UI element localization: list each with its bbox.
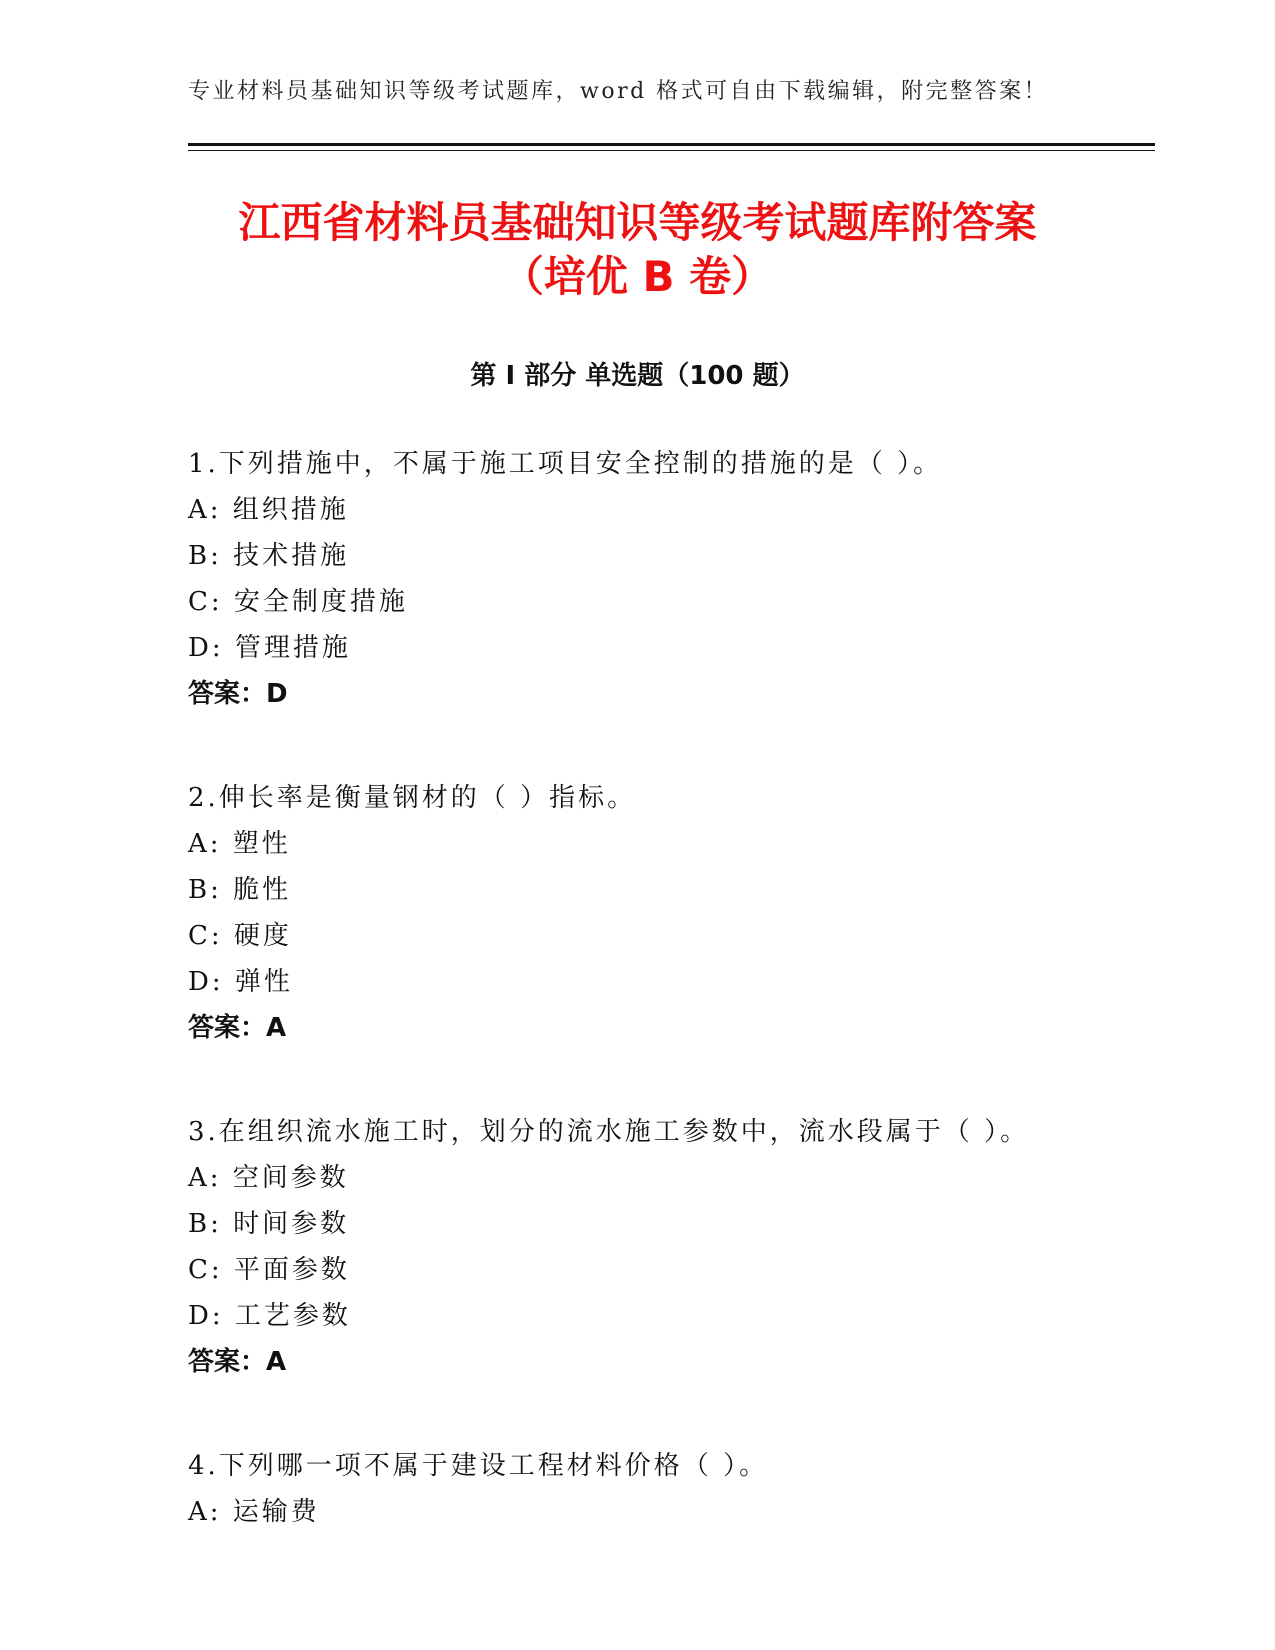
- question-stem: 2.伸长率是衡量钢材的（ ）指标。: [188, 783, 637, 813]
- question-stem: 1.下列措施中，不属于施工项目安全控制的措施的是（ ）。: [188, 449, 943, 479]
- option-a: A: 运输费: [188, 1497, 320, 1527]
- option-a: A: 组织措施: [188, 495, 349, 525]
- question-stem: 3.在组织流水施工时，划分的流水施工参数中，流水段属于（ ）。: [188, 1117, 1030, 1147]
- header-note: 专业材料员基础知识等级考试题库，word 格式可自由下载编辑，附完整答案！: [188, 79, 1049, 104]
- option-b: B: 技术措施: [188, 541, 350, 571]
- header-rule-thick: [188, 143, 1155, 146]
- option-b: B: 时间参数: [188, 1209, 350, 1239]
- document-title-line-2: （培优 B 卷）: [501, 252, 774, 301]
- option-c: C: 平面参数: [188, 1255, 350, 1285]
- document-title: [150, 196, 1125, 304]
- question-2: [188, 775, 1148, 1051]
- option-d: D: 弹性: [188, 967, 293, 997]
- option-a: A: 塑性: [188, 829, 291, 859]
- answer: 答案：A: [188, 1347, 287, 1377]
- option-c: C: 硬度: [188, 921, 292, 951]
- option-a: A: 空间参数: [188, 1163, 349, 1193]
- section-title: 第 I 部分 单选题（100 题）: [470, 361, 805, 391]
- question-list: [188, 441, 1148, 1593]
- answer: 答案：D: [188, 679, 288, 709]
- document-title-line-1: 江西省材料员基础知识等级考试题库附答案: [238, 198, 1037, 247]
- question-stem: 4.下列哪一项不属于建设工程材料价格（ ）。: [188, 1451, 769, 1481]
- option-d: D: 工艺参数: [188, 1301, 351, 1331]
- option-b: B: 脆性: [188, 875, 292, 905]
- question-4: [188, 1443, 1148, 1535]
- question-1: [188, 441, 1148, 717]
- option-d: D: 管理措施: [188, 633, 351, 663]
- question-3: [188, 1109, 1148, 1385]
- answer: 答案：A: [188, 1013, 287, 1043]
- option-c: C: 安全制度措施: [188, 587, 408, 617]
- header-rule-thin: [188, 150, 1155, 151]
